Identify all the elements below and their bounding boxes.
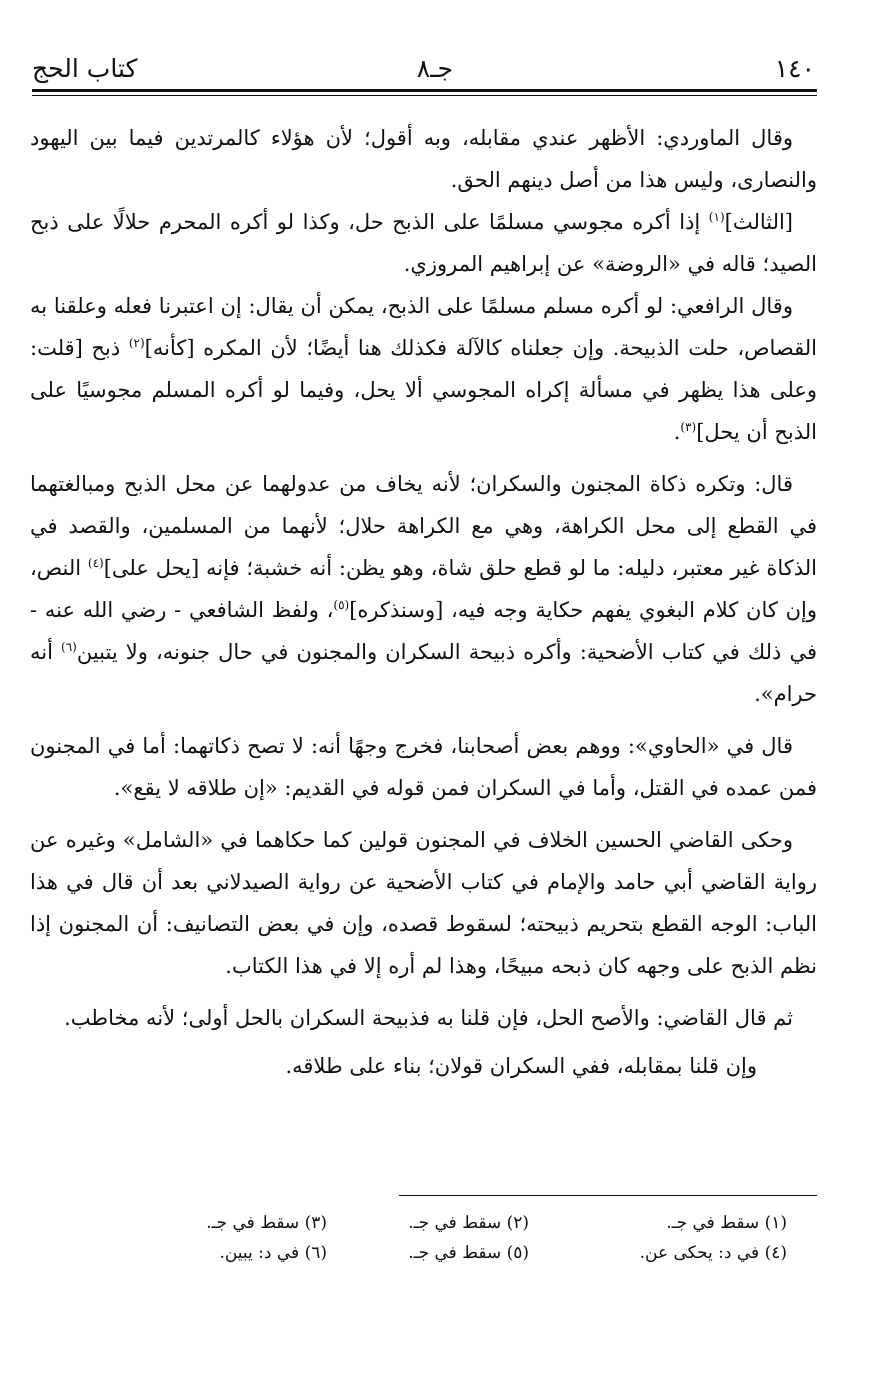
footnote-ref: (٣) — [680, 420, 697, 434]
footnote-5: (٥) سقط في جـ. — [408, 1243, 529, 1263]
footnote-row — [40, 1208, 787, 1238]
header-rule-thick — [32, 89, 817, 92]
footnotes — [40, 1208, 787, 1268]
text-run: ذبح [قلت: وعلى هذا يظهر في مسألة إكراه المجوسي ألا يحل، وفيما لو أكره المسلم مجوسيًا على الذبح أن يحل] — [30, 336, 817, 444]
footnote-3: (٣) سقط في جـ. — [206, 1213, 327, 1233]
footnote-ref: (٦) — [61, 640, 77, 654]
paragraph-8: وإن قلنا بمقابله، ففي السكران قولان؛ بناء على طلاقه. — [285, 1054, 757, 1078]
text-run: إذا أكره مجوسي مسلمًا على الذبح حل، وكذا لو أكره المحرم حلالًا على ذبح الصيد؛ قاله في «الروضة» عن إبراهيم المروزي. — [30, 210, 817, 276]
paragraph-1: وقال الماوردي: الأظهر عندي مقابله، وبه أقول؛ لأن هؤلاء كالمرتدين فيما بين اليهود والنصارى، وليس هذا من أصل دينهم الحق. — [30, 126, 817, 192]
footnote-ref: (٥) — [333, 598, 350, 612]
footnote-1: (١) سقط في جـ. — [666, 1213, 787, 1233]
footnote-6: (٦) في د: يبين. — [219, 1243, 327, 1263]
footnote-separator — [399, 1195, 817, 1196]
text-run: النص، وإن كان كلام البغوي يفهم حكاية وجه فيه، [وسنذكره] — [30, 556, 817, 622]
paragraph-3 — [30, 285, 817, 453]
paragraph-7: ثم قال القاضي: والأصح الحل، فإن قلنا به فذبيحة السكران بالحل أولى؛ لأنه مخاطب. — [64, 1006, 793, 1030]
footnote-row — [40, 1238, 787, 1268]
page-number: ١٤٠ — [774, 54, 815, 83]
footnote-ref: (٤) — [87, 556, 104, 570]
text-run: أنه حرام». — [30, 640, 817, 706]
paragraph-6: وحكى القاضي الحسين الخلاف في المجنون قولين كما حكاهما في «الشامل» وغيره عن رواية القاضي أبي حامد والإمام في كتاب الأضحية عن رواية الصيدلاني بعد أن قال في هذا الباب: الوجه القطع بتحريم ذبيحته؛ لسقوط قصده، وإن في بعض التصانيف: أن المجنون إذا نظم الذبح على وجهه كان ذبحه مبيحًا، وهذا لم أره إلا في هذا الكتاب. — [30, 828, 817, 978]
volume-label: جـ٨ — [416, 54, 453, 83]
footnote-2: (٢) سقط في جـ. — [408, 1213, 529, 1233]
paragraph-4 — [30, 463, 817, 715]
text-run: [الثالث] — [724, 210, 793, 234]
header-rule-thin — [32, 95, 817, 96]
footnote-ref: (٢) — [128, 336, 145, 350]
footnote-4: (٤) في د: يحكى عن. — [639, 1243, 787, 1263]
text-run: ، ولفظ الشافعي - رضي الله عنه - في ذلك في كتاب الأضحية: وأكره ذبيحة السكران والمجنون في حال جنونه، ولا يتبين — [30, 598, 817, 664]
paragraph-5: قال في «الحاوي»: ووهم بعض أصحابنا، فخرج وجهًا أنه: لا تصح ذكاتهما: أما في المجنون فمن عمده في القتل، وأما في السكران فمن قوله في القديم: «إن طلاقه لا يقع». — [30, 734, 817, 800]
main-text — [30, 117, 817, 1087]
text-run: . — [673, 420, 681, 444]
footnote-ref: (١) — [708, 210, 725, 224]
page-header — [32, 52, 815, 86]
book-title: كتاب الحج — [32, 54, 138, 83]
text-run: قال: وتكره ذكاة المجنون والسكران؛ لأنه يخاف من عدولهما عن محل الذبح ومبالغتهما في القطع إلى محل الكراهة، وهي مع الكراهة حلال؛ لأنهما من المسلمين، والقصد في الذكاة غير معتبر، دليله: ما لو قطع حلق شاة، وهو يظن: أنه خشبة؛ فإنه [يحل على] — [30, 472, 818, 580]
paragraph-2 — [30, 201, 817, 285]
text-run: وقال الرافعي: لو أكره مسلم مسلمًا على الذبح، يمكن أن يقال: إن اعتبرنا فعله وعلقنا به القصاص، حلت الذبيحة. وإن جعلناه كالآلة فكذلك هنا أيضًا؛ لأن المكره [كأنه] — [30, 294, 817, 360]
